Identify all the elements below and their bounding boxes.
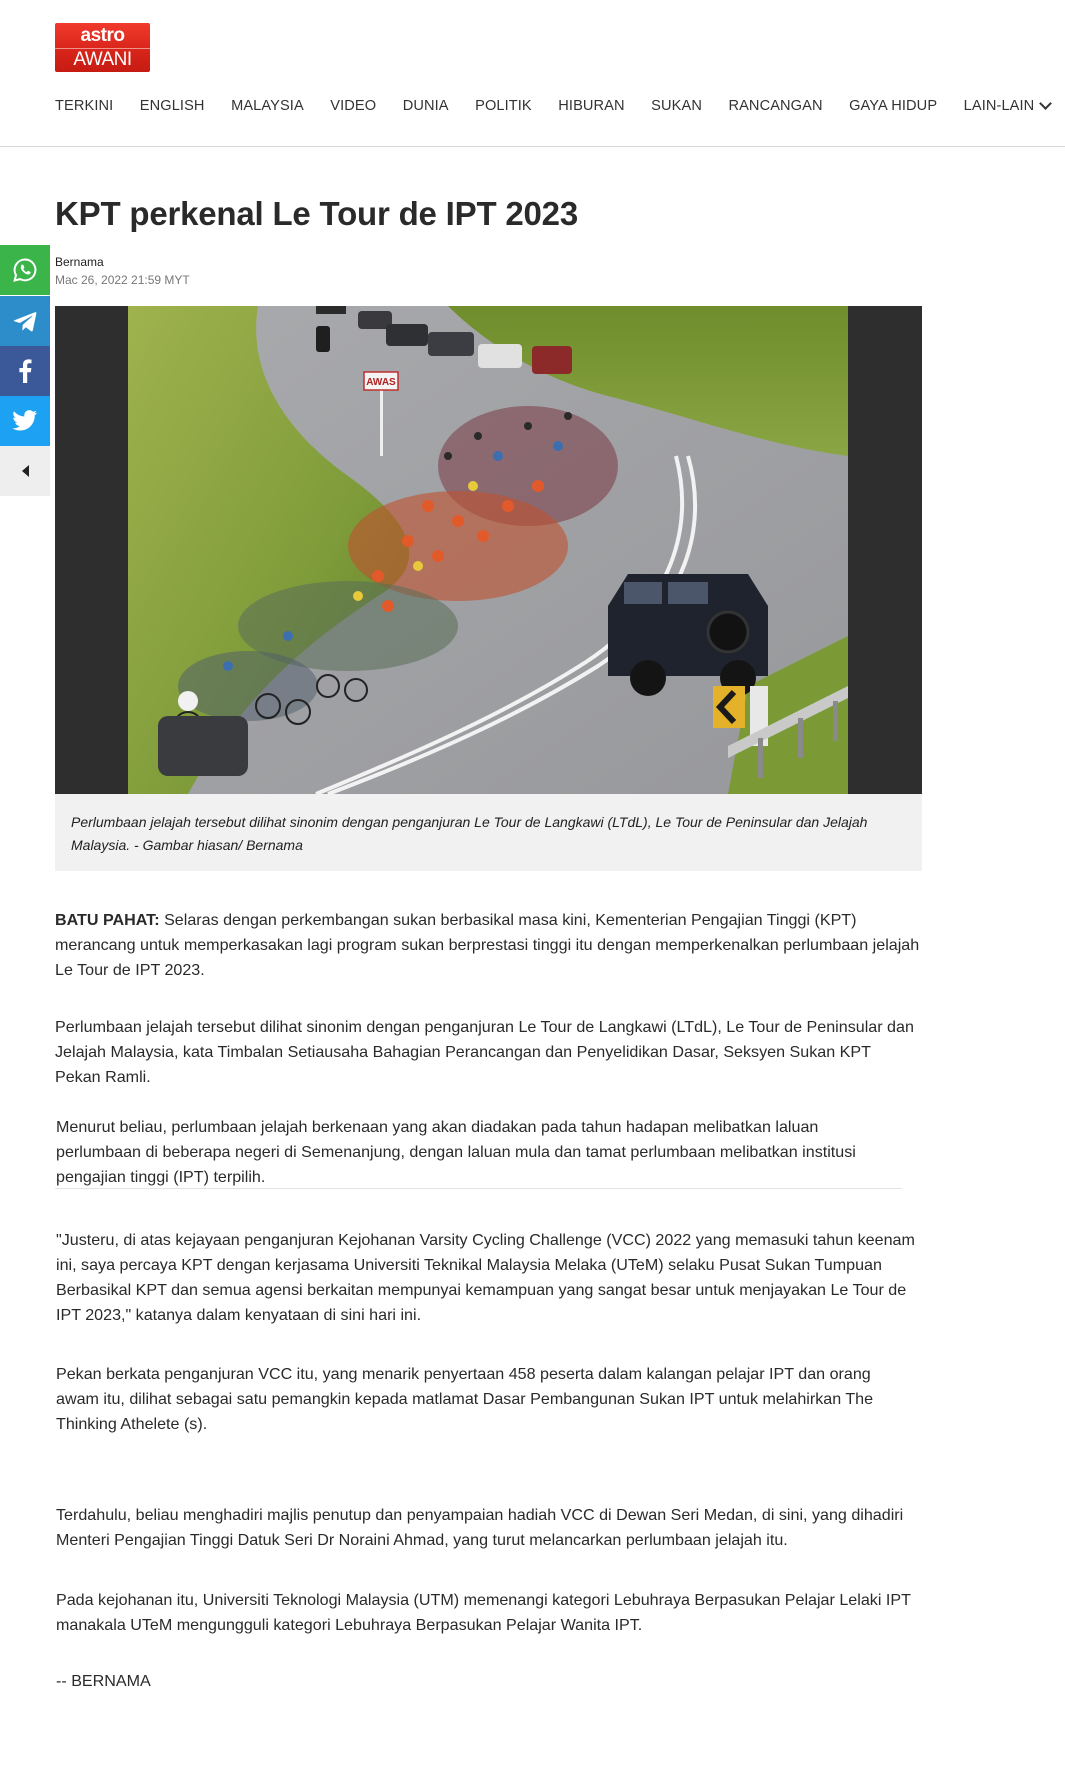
- article-paragraph-4: "Justeru, di atas kejayaan penganjuran Kejohanan Varsity Cycling Challenge (VCC) 2022 yang memasuki tahun keenam ini, saya percaya KPT dengan kerjasama Universiti Teknikal Malaysia Melaka (UTeM) selaku Pusat Sukan Tumpuan Berbasikal KPT dan semua agensi berkaitan mempunyai kemampuan yang sangat besar untuk menjayakan Le Tour de IPT 2023," katanya dalam kenyataan di sini hari ini.: [56, 1231, 915, 1324]
- image-caption: Perlumbaan jelajah tersebut dilihat sinonim dengan penganjuran Le Tour de Langkawi (LTdL), Le Tour de Peninsular dan Jelajah Malaysia. - Gambar hiasan/ Bernama: [71, 814, 868, 853]
- image-caption-box: [55, 794, 922, 871]
- article-image-frame: [55, 306, 922, 794]
- telegram-icon: [13, 310, 37, 332]
- article-photo-cyclists: [128, 306, 848, 794]
- nav-politik[interactable]: POLITIK: [475, 98, 532, 114]
- article-paragraph-1: [55, 908, 920, 983]
- nav-dunia[interactable]: DUNIA: [402, 98, 449, 114]
- share-collapse-button[interactable]: [0, 446, 50, 496]
- article-title: KPT perkenal Le Tour de IPT 2023: [55, 195, 578, 232]
- main-nav: [55, 98, 1050, 114]
- nav-hiburan[interactable]: HIBURAN: [558, 98, 625, 114]
- nav-lain-lain[interactable]: [964, 98, 1051, 114]
- article-dateline: BATU PAHAT:: [55, 911, 160, 929]
- share-telegram-button[interactable]: [0, 296, 50, 346]
- site-header: [0, 0, 1065, 147]
- article-paragraph-1-text: Selaras dengan perkembangan sukan berbasikal masa kini, Kementerian Pengajian Tinggi (KPT) merancang untuk memperkasakan lagi program sukan berprestasi tinggi itu dengan memperkenalkan perlumbaan jelajah Le Tour de IPT 2023.: [55, 911, 920, 979]
- nav-gaya-hidup[interactable]: GAYA HIDUP: [849, 98, 938, 114]
- paragraph-divider: [55, 1188, 902, 1189]
- article-author[interactable]: Bernama: [55, 255, 104, 269]
- nav-rancangan[interactable]: RANCANGAN: [728, 98, 823, 114]
- share-twitter-button[interactable]: [0, 396, 50, 446]
- article-paragraph-5: Pekan berkata penganjuran VCC itu, yang menarik penyertaan 458 peserta dalam kalangan pelajar IPT dan orang awam itu, dilihat sebagai satu pemangkin kepada matlamat Dasar Pembangunan Sukan IPT untuk melahirkan The Thinking Athelete (s).: [56, 1365, 874, 1433]
- share-facebook-button[interactable]: [0, 346, 50, 396]
- article-paragraph-6: Terdahulu, beliau menghadiri majlis penutup dan penyampaian hadiah VCC di Dewan Seri Medan, di sini, yang dihadiri Menteri Pengajian Tinggi Datuk Seri Dr Noraini Ahmad, yang turut melancarkan perlumbaan jelajah itu.: [56, 1506, 904, 1549]
- chevron-down-icon: [1039, 97, 1052, 110]
- nav-malaysia[interactable]: MALAYSIA: [231, 98, 304, 114]
- article-paragraph-3: Menurut beliau, perlumbaan jelajah berkenaan yang akan diadakan pada tahun hadapan melibatkan laluan perlumbaan di beberapa negeri di Semenanjung, dengan laluan mula dan tamat perlumbaan melibatkan institusi pengajian tinggi (IPT) terpilih.: [56, 1118, 856, 1186]
- nav-video[interactable]: VIDEO: [330, 98, 377, 114]
- photo-sign-text: AWAS: [366, 377, 396, 388]
- whatsapp-icon: [12, 257, 38, 283]
- nav-terkini[interactable]: TERKINI: [55, 98, 114, 114]
- caret-left-icon: [22, 465, 29, 477]
- article-signoff: -- BERNAMA: [56, 1672, 151, 1690]
- nav-lain-lain-label: LAIN-LAIN: [963, 98, 1035, 114]
- twitter-icon: [12, 410, 38, 432]
- facebook-icon: [18, 359, 32, 383]
- logo-text-top: astro: [80, 25, 125, 46]
- article-date: Mac 26, 2022 21:59 MYT: [55, 273, 190, 287]
- astro-awani-logo[interactable]: [55, 23, 150, 72]
- nav-sukan[interactable]: SUKAN: [651, 98, 702, 114]
- share-whatsapp-button[interactable]: [0, 245, 50, 295]
- nav-english[interactable]: ENGLISH: [139, 98, 205, 114]
- article-paragraph-7: Pada kejohanan itu, Universiti Teknologi Malaysia (UTM) memenangi kategori Lebuhraya Berpasukan Pelajar Lelaki IPT manakala UTeM mengungguli kategori Lebuhraya Berpasukan Pelajar Wanita IPT.: [56, 1591, 911, 1634]
- article-paragraph-2: Perlumbaan jelajah tersebut dilihat sinonim dengan penganjuran Le Tour de Langkawi (LTdL), Le Tour de Peninsular dan Jelajah Malaysia, kata Timbalan Setiausaha Bahagian Perancangan dan Penyelidikan Dasar, Seksyen Sukan KPT Pekan Ramli.: [55, 1018, 914, 1086]
- logo-text-bottom: AWANI: [55, 48, 150, 71]
